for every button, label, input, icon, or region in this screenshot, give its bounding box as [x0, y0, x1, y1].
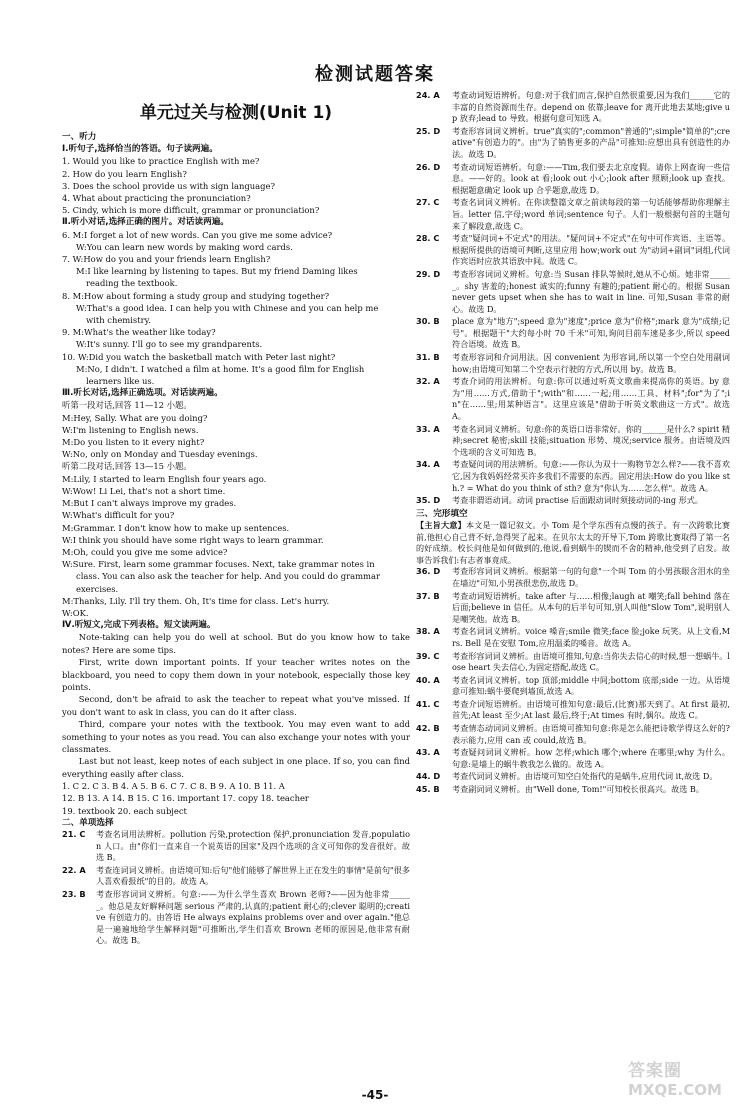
- cloze-heading: 三、完形填空: [416, 508, 468, 519]
- answer-explanation: 考查形容词和介词用法。因 convenient 为形容词,所以第一个空白处用副词 how;由语境可知第二个空表示行驶的方式,所以用 by。故选 B。: [452, 352, 730, 374]
- single-choice-items: [62, 829, 410, 947]
- answer-item: [62, 889, 410, 947]
- answer-number: 26. D: [416, 161, 441, 172]
- answer-key-line: 19. textbook 20. each subject: [62, 805, 187, 816]
- answer-item: [416, 376, 730, 422]
- script-line: 3. Does the school provide us with sign language?: [62, 180, 275, 191]
- left-column: [62, 90, 410, 1065]
- answer-number: 34. A: [416, 459, 440, 470]
- answer-number: 44. D: [416, 771, 441, 782]
- script-line: W:You can learn new words by making word cards.: [76, 241, 293, 252]
- summary-text: 本文是一篇记叙文。小 Tom 是个学东西有点慢的孩子。有一次跨歌比赛前,他担心自己背不好,急得哭了起来。在贝尔太太的开导下,Tom 跨歌比赛取得了第一名的好成绩。校长问他是如何做到的,他说,看到蜗牛的锲而不舍的精神,他受到了启发。故事告诉我们:有志者事竟成。: [416, 519, 730, 565]
- script-line: 听第一段对话,回答 11—12 小题。: [62, 400, 192, 411]
- answer-number: 25. D: [416, 125, 441, 136]
- answer-item: [416, 197, 730, 232]
- answer-explanation: 考查名词词义辨析。句意:你的英语口语非常好。你的______是什么? spirit 精神;secret 秘密;skill 技能;situation 形势、境况;service 服务。由语境及四个选项的含义可知选 B。: [452, 423, 730, 457]
- script-line: M:No, I didn't. I watched a film at home. It's a good film for English: [76, 363, 365, 374]
- script-line: M:Hey, Sally. What are you doing?: [62, 412, 208, 423]
- answer-number: 40. A: [416, 674, 440, 685]
- right-column: [416, 90, 730, 1070]
- answer-explanation: 考查形容词词义辨析。true"真实的";common"普通的";simple"简单的";creative"有创造力的"。由"为了销售更多的产品"可推知:应想出具有创造性的办法。故选 D。: [452, 125, 730, 159]
- answer-item: [416, 162, 730, 197]
- answer-key-line: 1. C 2. C 3. B 4. A 5. B 6. C 7. C 8. B 9. A 10. B 11. A: [62, 781, 285, 792]
- answer-number: 42. B: [416, 723, 440, 734]
- answer-number: 24. A: [416, 90, 440, 100]
- answer-explanation: 考查疑问词词义辨析。how 怎样;which 哪个;where 在哪里;why 为什么。句意:是墙上的蜗牛教我怎么做的。故选 A。: [452, 747, 730, 769]
- answer-number: 32. A: [416, 376, 440, 387]
- part4-heading: Ⅳ.听短文,完成下列表格。短文读两遍。: [62, 620, 216, 631]
- cloze-summary: [416, 520, 730, 566]
- passage-paragraph: Second, don't be afraid to ask the teacher to repeat what you've missed. If you don't want to ask in class, you can do it after class.: [62, 694, 410, 717]
- answer-item: [416, 316, 730, 351]
- script-line: W:Sure. First, learn some grammar focuses. Next, take grammar notes in: [62, 559, 375, 570]
- answer-item: [416, 747, 730, 770]
- answer-number: 35. D: [416, 495, 441, 506]
- answer-number: 29. D: [416, 268, 441, 279]
- answer-item: [416, 771, 730, 783]
- script-line: 8. M:How about forming a study group and studying together?: [62, 290, 330, 301]
- answer-explanation: 考查形容词词义辨析。句意:——为什么学生喜欢 Brown 老师?——因为他非常______。他总是友好解释问题 serious 严肃的,认真的;patient 耐心的;clever 聪明的;creative 有创造力的。由答语 He always explains problems over and over again."他总是一遍遍地给学生解释问题"可推断出,学生们喜欢 Brown 老师的原因是,他非常有耐心。故选 B。: [96, 888, 410, 946]
- part3-lines: [62, 399, 410, 619]
- part3-heading: Ⅲ.听长对话,选择正确选项。对话读两遍。: [62, 388, 223, 399]
- answer-item: [416, 591, 730, 626]
- cloze-items: [416, 566, 730, 795]
- answer-explanation: 考查名词词义辨析。top 顶部;middle 中间;bottom 底部;side 一边。从语境意可推知:蜗牛要爬到墙顶,故选 A。: [452, 674, 730, 697]
- answer-item: [416, 233, 730, 268]
- script-line: M:Oh, could you give me some advice?: [62, 546, 228, 557]
- passage-paragraph: Note-taking can help you do well at school. But do you know how to take notes? Here are some tips.: [62, 632, 410, 655]
- answer-explanation: 考查介词短语辨析。由语境可推知句意:最后,(比赛)那天到了。At first 最初,首先;At least 至少;At last 最后,终于;At times 有时,偶尔。故选 C。: [452, 698, 730, 721]
- part1-heading: Ⅰ.听句子,选择恰当的答语。句子读两遍。: [62, 144, 218, 155]
- answer-item: [416, 495, 730, 507]
- answer-item: [416, 784, 730, 796]
- answer-item: [416, 352, 730, 375]
- answer-item: [416, 90, 730, 125]
- script-line: M:Do you listen to it every night?: [62, 437, 205, 448]
- answer-explanation: 考查情态动词词义辨析。由语境可推知句意:你是怎么能把诗歌学得这么好的? 表示能力,应用 can 或 could,故选 B。: [452, 723, 730, 745]
- answer-number: 39. C: [416, 650, 440, 661]
- answer-explanation: 考查疑问词的用法辨析。句意:——你认为双十一购物节怎么样?——我不喜欢它,因为我妈妈经常买许多我们不需要的东西。固定用法:How do you like sth.? = What do you think of sth? 意为"你认为……怎么样"。故选 A。: [452, 459, 730, 493]
- script-line: 听第二段对话,回答 13—15 小题。: [62, 461, 192, 472]
- script-line: W:What's difficult for you?: [62, 510, 175, 521]
- answer-number: 30. B: [416, 316, 440, 327]
- part1-lines: [62, 155, 410, 216]
- summary-label: 【主旨大意】: [416, 519, 466, 530]
- answer-explanation: place 意为"地方";speed 意为"速度";price 意为"价格";mark 意为"成绩;记号"。根据题干"大约每小时 70 千米"可知,询问目前车速是多少,所以 speed 符合语境。故选 B。: [452, 316, 730, 350]
- answer-item: [416, 626, 730, 649]
- answer-number: 41. C: [416, 698, 440, 709]
- script-line: M:Thanks, Lily. I'll try them. Oh, It's time for class. Let's hurry.: [62, 595, 330, 606]
- script-line: W:No, only on Monday and Tuesday evenings.: [62, 449, 258, 460]
- answer-item: [416, 723, 730, 746]
- script-line: M:Grammar. I don't know how to make up sentences.: [62, 522, 290, 533]
- answer-number: 45. B: [416, 784, 440, 795]
- answer-number: 37. B: [416, 590, 440, 601]
- watermark-url: MXQE.COM: [628, 1081, 722, 1099]
- right-items: [416, 90, 730, 507]
- script-line: 10. W:Did you watch the basketball match with Peter last night?: [62, 351, 336, 362]
- script-line: W:I think you should have some right ways to learn grammar.: [62, 534, 324, 545]
- script-line: 5. Cindy, which is more difficult, grammar or pronunciation?: [62, 205, 320, 216]
- passage-paragraph: First, write down important points. If your teacher writes notes on the blackboard, you need to copy them down in your notebook, especially those key points.: [62, 657, 410, 692]
- script-line: with chemistry.: [86, 315, 151, 326]
- script-line: M:But I can't always improve my grades.: [62, 498, 237, 509]
- answer-explanation: 考查动词短语辨析。句意:——Tim,我们要去北京度假。请你上网查询一些信息。——好的。look at 看;look out 小心;look after 照顾;look up 查找。根据题意确定 look up 合乎题意,故选 D。: [452, 161, 730, 195]
- script-line: W:That's a good idea. I can help you with Chinese and you can help me: [76, 302, 379, 313]
- answer-item: [416, 126, 730, 161]
- answer-item: [416, 459, 730, 494]
- answer-explanation: 考查名词用法辨析。pollution 污染,protection 保护,pronunciation 发音,population 人口。由"你们一直来自一个说英语的国家"及四个选项的含义可知你的发音很好。故选 B。: [96, 829, 410, 863]
- script-line: 4. What about practicing the pronunciation?: [62, 193, 251, 204]
- listening-heading: 一、听力: [62, 132, 97, 142]
- answer-explanation: 考查名词词义辨析。在你读整篇文章之前读每段的第一句话能够帮助你理解主旨。letter 信,字母;word 单词;sentence 句子。人们一般根据句首的主题句来了解段意,故选 C。: [452, 197, 730, 231]
- script-line: exercises.: [76, 583, 119, 594]
- answer-explanation: 考查介词的用法辨析。句意:你可以通过听英文歌曲来提高你的英语。by 意为"用……方式,借助于";with"和……一起;用……工具、材料";for"为了";in"在……里;用某种语言"。这里应该是"借助于听英文歌曲这一方式"。故选 A。: [452, 376, 730, 422]
- passage-paragraph: Third, compare your notes with the textbook. You may even want to add something to your notes as you read. You can also exchange your notes with your classmates.: [62, 719, 410, 754]
- passage-paragraph: Last but not least, keep notes of each subject in one place. If so, you can find everything easily after class.: [62, 756, 410, 779]
- script-line: 7. W:How do you and your friends learn English?: [62, 254, 271, 265]
- script-line: W:OK.: [62, 607, 89, 618]
- answer-item: [416, 566, 730, 589]
- script-line: 9. M:What's the weather like today?: [62, 327, 216, 338]
- answer-explanation: 考查名词词义辨析。voice 嗓音;smile 微笑;face 脸;joke 玩笑。从上文看,Mrs. Bell 是在安慰 Tom,应用温柔的嗓音。故选 A。: [452, 626, 730, 648]
- answer-item: [62, 829, 410, 864]
- watermark-logo: [628, 1056, 738, 1108]
- script-line: reading the textbook.: [86, 278, 178, 289]
- answer-number: 43. A: [416, 747, 440, 758]
- script-line: 1. Would you like to practice English with me?: [62, 156, 260, 167]
- answer-explanation: 考查形容词词义辨析。句意:当 Susan 排队等候时,她从不心烦。她非常______。shy 害羞的;honest 诚实的;funny 有趣的;patient 耐心的。根据 Susan never gets upset when she has to wait in line. 可知,Susan 非常的耐心。故选 D。: [452, 268, 730, 314]
- answer-number: 36. D: [416, 566, 441, 577]
- script-line: W:Wow! Li Lei, that's not a short time.: [62, 485, 226, 496]
- answer-item: [62, 865, 410, 888]
- answer-number: 21. C: [62, 829, 86, 840]
- script-line: M:Lily, I started to learn English four years ago.: [62, 473, 267, 484]
- answer-key-line: 12. B 13. A 14. B 15. C 16. important 17. copy 18. teacher: [62, 793, 309, 804]
- part4-passage: [62, 631, 410, 780]
- answer-explanation: 考查"疑问词+不定式"的用法。"疑问词+不定式"在句中可作宾语、主语等。根据所提供的语境可判断,这里应用 how;work out 为"动词+副词"词组,代词作宾语时应放其语放中间。故选 C。: [452, 233, 730, 267]
- script-line: class. You can also ask the teacher for help. And you could do grammar: [76, 571, 380, 582]
- answer-explanation: 考查连词词义辨析。由语境可知:后句"他们能够了解世界上正在发生的事情"是前句"很多人喜欢看报纸"的目的。故选 A。: [96, 864, 410, 887]
- part2-heading: Ⅱ.听小对话,选择正确的图片。对话读两遍。: [62, 217, 229, 228]
- answer-number: 28. C: [416, 233, 440, 244]
- answer-item: [416, 675, 730, 698]
- answer-number: 22. A: [62, 864, 86, 875]
- answer-number: 31. B: [416, 352, 440, 363]
- script-line: W:I'm listening to English news.: [62, 424, 199, 435]
- script-line: W:It's sunny. I'll go to see my grandparents.: [76, 339, 263, 350]
- script-line: 6. M:I forget a lot of new words. Can you give me some advice?: [62, 229, 333, 240]
- page-number: -45-: [361, 1088, 389, 1102]
- answer-explanation: 考查形容词词义辨析。根据第一句的句意"一个叫 Tom 的小男孩眼含泪水的坐在墙边"可知,小男孩很悲伤,故选 D。: [452, 566, 730, 588]
- part2-lines: [62, 229, 410, 388]
- answer-explanation: 考查动词短语辨析。句意:对于我们而言,保护自然很重要,因为我们______它的丰富的自然资源而生存。depend on 依靠;leave for 离开此地去某地;give up 放弃;lead to 导致。根据句意可知选 A。: [452, 90, 730, 124]
- script-line: learners like us.: [86, 376, 155, 387]
- answer-number: 33. A: [416, 423, 440, 434]
- script-line: M:I like learning by listening to tapes. But my friend Daming likes: [76, 266, 358, 277]
- answer-item: [416, 424, 730, 459]
- answer-explanation: 考查形容词词义辨析。由语境可推知,句意:当你失去信心的时候,想一想蜗牛。lose heart 失去信心,为固定搭配,故选 C。: [452, 650, 730, 673]
- answer-explanation: 考查动词短语辨析。take after 与……相像;laugh at 嘲笑;fall behind 落在后面;believe in 信任。从本句的后半句可知,别人叫他"Slow Tom",说明别人是嘲笑他。故选 B。: [452, 590, 730, 624]
- answer-explanation: 考查代词词义辨析。由语境可知空白处指代的是蜗牛,应用代词 it,故选 D。: [452, 771, 718, 782]
- answer-item: [416, 651, 730, 674]
- answer-explanation: 考查非谓语动词。动词 practise 后面跟动词时须接动词的-ing 形式。: [452, 495, 703, 506]
- answer-number: 38. A: [416, 626, 440, 637]
- unit-title: 单元过关与检测(Unit 1): [139, 103, 333, 123]
- single-choice-heading: 二、单项选择: [62, 817, 114, 828]
- answer-item: [416, 269, 730, 315]
- answer-number: 23. B: [62, 888, 86, 899]
- script-line: 2. How do you learn English?: [62, 168, 187, 179]
- watermark-mark: 答案圈: [628, 1061, 682, 1081]
- page-title: 检测试题答案: [315, 64, 435, 85]
- answer-explanation: 考查副词词义辨析。由"Well done, Tom!"可知校长很高兴。故选 B。: [452, 784, 704, 795]
- answer-number: 27. C: [416, 197, 440, 208]
- answer-item: [416, 699, 730, 722]
